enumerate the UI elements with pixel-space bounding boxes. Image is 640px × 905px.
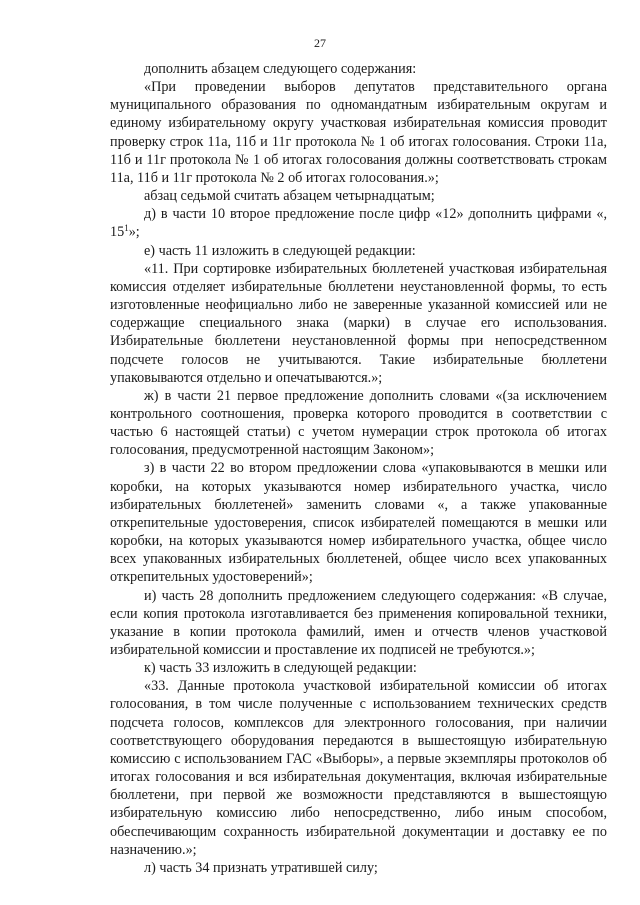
paragraph-with-superscript — [110, 205, 607, 241]
paragraph: абзац седьмой считать абзацем четырнадцатым; — [144, 188, 435, 205]
paragraph: «33. Данные протокола участковой избирательной комиссии об итогах голосования, в том числе полученные с использованием технических средств подсчета голосов, комплексов для электронного голосования, при наличии соответствующего оборудования передаются в вышестоящую избирательную комиссию с использованием ГАС «Выборы», а первые экземпляры протоколов об итогах голосования и вся избирательная документация, включая избирательные бюллетени, при первой же возможности представляются в вышестоящую избирательную комиссию либо непосредственно, либо иным способом, обеспечивающим сохранность избирательной документации и доставку ее по назначению.»; — [110, 678, 607, 858]
paragraph: е) часть 11 изложить в следующей редакции: — [144, 242, 416, 259]
page-number: 27 — [314, 36, 326, 50]
paragraph-tail: »; — [128, 224, 140, 241]
paragraph: к) часть 33 изложить в следующей редакции: — [144, 660, 417, 677]
document-body — [110, 60, 607, 877]
paragraph: и) часть 28 дополнить предложением следующего содержания: «В случае, если копия протокола изготавливается без применения копировальной техники, указание в копии протокола фамилий, имен и отчеств членов участковой избирательной комиссии и проставление их подписей не требуются.»; — [110, 587, 607, 658]
paragraph: «11. При сортировке избирательных бюллетеней участковая избирательная комиссия отделяет избирательные бюллетени неустановленной формы, то есть изготовленные неофициально либо не заверенные указанной комиссией или не содержащие специального знака (марки) в случае его использования. Избирательные бюллетени неустановленной формы при непосредственном подсчете голосов не учитываются. Такие избирательные бюллетени упаковываются отдельно и опечатываются.»; — [110, 260, 607, 386]
paragraph: л) часть 34 признать утратившей силу; — [144, 859, 378, 876]
superscript: 1 — [124, 223, 129, 234]
paragraph-text: д) в части 10 второе предложение после цифр «12» дополнить цифрами «, 15 — [110, 206, 607, 241]
paragraph: з) в части 22 во втором предложении слова «упаковываются в мешки или коробки, на которых указываются номер избирательного участка, число избирательных бюллетеней» заменить словами «, а также упакованные открепительные удостоверения, список избирателей помещаются в мешки или коробки, на которых указываются номер избирательного участка, общее число всех упакованных избирательных бюллетеней, общее число всех упакованных открепительных удостоверений»; — [110, 460, 607, 586]
paragraph: дополнить абзацем следующего содержания: — [144, 61, 417, 77]
paragraph: «При проведении выборов депутатов представительного органа муниципального образования по одномандатным избирательным округам и единому избирательному округу участковая избирательная комиссия проводит проверку строк 11а, 11б и 11г протокола № 1 об итогах голосования. Строки 11а, 11б и 11г протокола № 1 об итогах голосования должны соответствовать строкам 11а, 11б и 11г протокола № 2 об итогах голосования.»; — [110, 79, 607, 186]
paragraph: ж) в части 21 первое предложение дополнить словами «(за исключением контрольного соотношения, проверка которого проводится в соответствии с частью 6 настоящей статьи) с учетом нумерации строк протокола об итогах голосования, предусмотренной настоящим Законом»; — [110, 387, 607, 459]
